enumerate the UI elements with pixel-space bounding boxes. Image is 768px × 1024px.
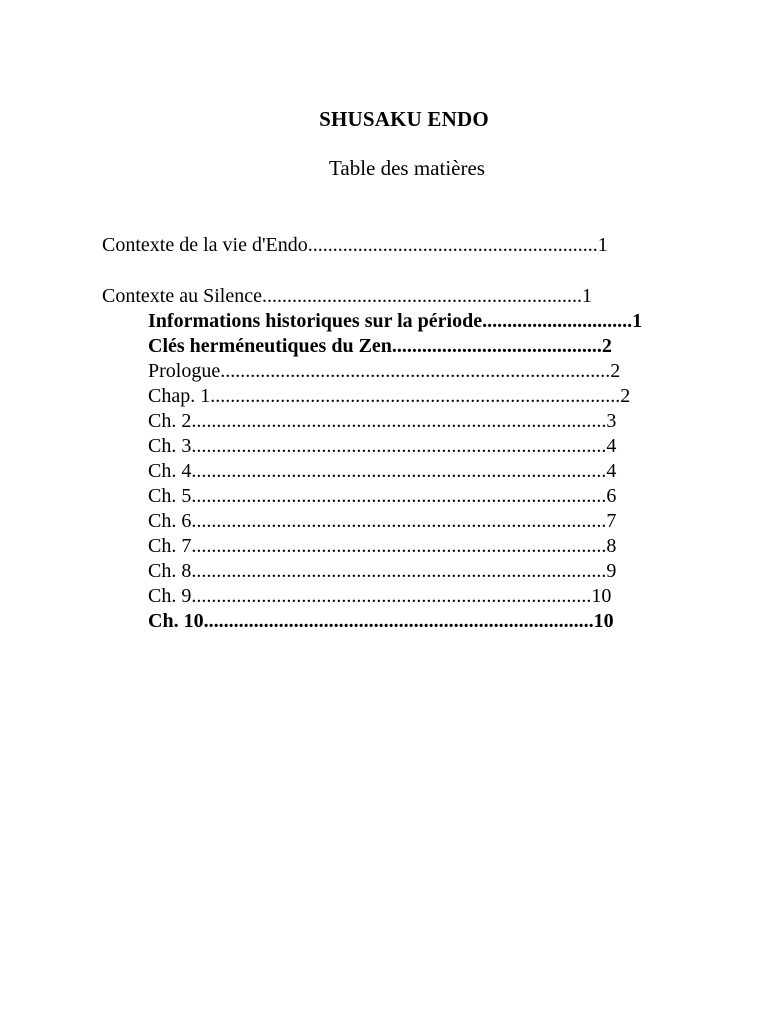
toc-entry: Ch. 5...................................................................................6 xyxy=(148,485,617,507)
toc-entry: Clés herméneutiques du Zen..........................................2 xyxy=(148,335,612,357)
toc-entry: Ch. 6...................................................................................7 xyxy=(148,510,617,532)
toc-entry: Informations historiques sur la période..............................1 xyxy=(148,310,643,332)
toc-entry: Ch. 10..............................................................................10 xyxy=(148,610,614,632)
document-title: SHUSAKU ENDO xyxy=(319,107,489,131)
toc-entry: Ch. 9................................................................................10 xyxy=(148,585,612,607)
toc-entry: Contexte au Silence................................................................1 xyxy=(102,285,592,307)
toc-heading: Table des matières xyxy=(329,156,485,180)
toc-entry: Chap. 1..................................................................................2 xyxy=(148,385,631,407)
toc-entry: Contexte de la vie d'Endo..........................................................1 xyxy=(102,234,608,256)
toc-entry: Ch. 7...................................................................................8 xyxy=(148,535,617,557)
toc-entry: Ch. 2...................................................................................3 xyxy=(148,410,617,432)
toc-entry: Ch. 4...................................................................................4 xyxy=(148,460,617,482)
toc-entry: Ch. 8...................................................................................9 xyxy=(148,560,617,582)
toc-entry: Prologue..............................................................................2 xyxy=(148,360,621,382)
toc-entry: Ch. 3...................................................................................4 xyxy=(148,435,617,457)
